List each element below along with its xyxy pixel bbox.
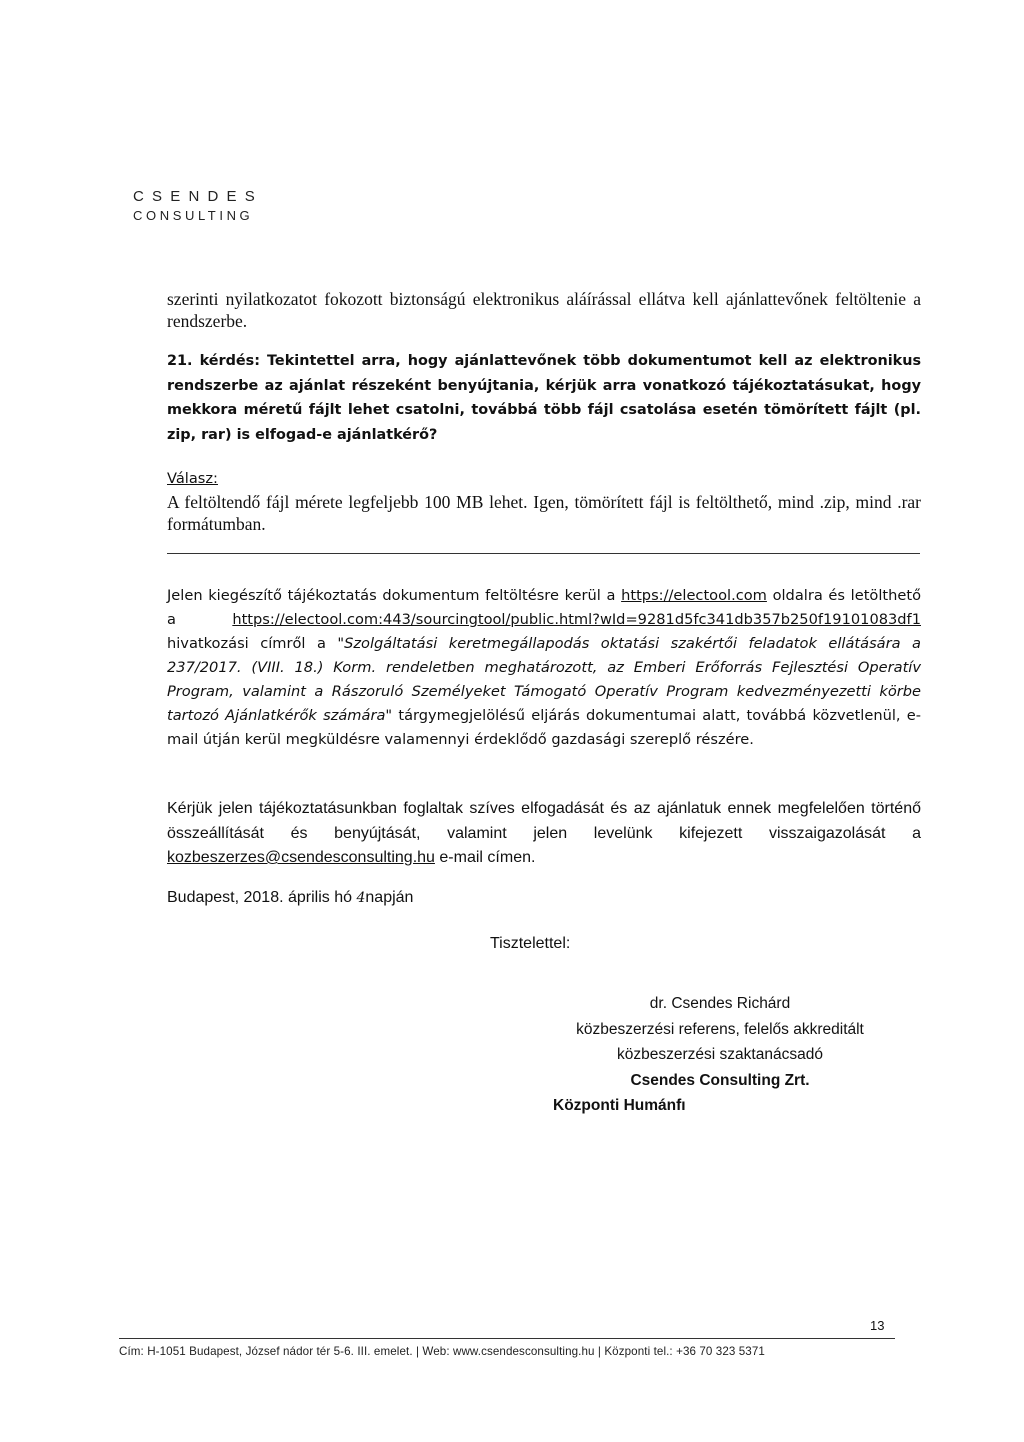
answer-label: Válasz: [167, 470, 218, 487]
signature-block [520, 991, 920, 1119]
intro-text: szerinti nyilatkozatot fokozott biztonságú elektronikus aláírással ellátva kell ajánlattevőnek feltöltenie a rendszerbe. [167, 289, 921, 331]
date-suffix: napján [365, 889, 414, 906]
signer-role-1: közbeszerzési referens, felelős akkreditált [576, 1020, 864, 1038]
greeting: Tisztelettel: [490, 935, 571, 952]
page-number: 13 [870, 1318, 885, 1333]
answer-text: A feltöltendő fájl mérete legfeljebb 100 MB lehet. Igen, tömörített fájl is feltölthető, mind .zip, mind .rar formátumban. [167, 492, 921, 534]
sourcing-tool-link[interactable]: https://electool.com:443/sourcingtool/public.html?wId=9281d5fc341db357b250f19101083df1 [232, 611, 921, 628]
notice-part-3: hivatkozási címről a [167, 635, 326, 652]
notice-part-4: tárgymegjelölésű eljárás dokumentumai alatt, továbbá közvetlenül, e-mail útján kerül megküldésre valamennyi érdeklődő gazdasági szereplő részére. [167, 707, 921, 748]
notice-paragraph [167, 584, 921, 752]
footer-contact: Cím: H-1051 Budapest, József nádor tér 5-6. III. emelet. | Web: www.csendesconsulting.hu | Központi tel.: +36 70 323 5371 [119, 1345, 765, 1358]
email-link[interactable]: kozbeszerzes@csendesconsulting.hu [167, 849, 435, 866]
closing-paragraph [167, 797, 921, 871]
date-day-handwritten: 4 [356, 890, 366, 906]
company-logo [133, 189, 263, 222]
intro-paragraph [167, 288, 921, 332]
signer-company: Csendes Consulting Zrt. [630, 1071, 810, 1089]
date-prefix: Budapest, 2018. április hó [167, 889, 353, 906]
notice-part-1: Jelen kiegészítő tájékoztatás dokumentum feltöltésre kerül a [167, 587, 616, 604]
question-paragraph [167, 349, 921, 447]
question-number: 21. [167, 353, 193, 369]
notice-part-2: oldalra és letölthető a [167, 587, 922, 628]
date-line [167, 886, 413, 911]
logo-line-1: CSENDES [133, 188, 263, 205]
section-divider [167, 553, 920, 554]
electool-link[interactable]: https://electool.com [621, 587, 767, 604]
closing-suffix: e-mail címen. [439, 849, 536, 866]
closing-text: Kérjük jelen tájékoztatásunkban foglaltak szíves elfogadását és az ajánlatuk ennek megfelelően történő összeállítását és benyújtását, valamint jelen levelünk kifejezett visszaigazolását a [167, 800, 921, 842]
notice-italic-title: "Szolgáltatási keretmegállapodás oktatási szakértői feladatok ellátására a 237/2017. (VIII. 18.) Korm. rendeletben meghatározott, az Emberi Erőforrás Fejlesztési Operatív Program, valamint a Rászoruló Személyeket Támogató Operatív Program kedvezményezetti körbe tartozó Ajánlatkérők számára" [167, 635, 921, 724]
signer-role-2: közbeszerzési szaktanácsadó [617, 1046, 823, 1063]
signer-department: Központi Humánfı [553, 1097, 686, 1114]
signer-name: dr. Csendes Richárd [649, 995, 791, 1012]
answer-block [167, 467, 921, 535]
logo-line-2: CONSULTING [133, 208, 254, 223]
question-text: kérdés: Tekintettel arra, hogy ajánlattevőnek több dokumentumot kell az elektronikus rendszerbe az ajánlat részeként benyújtania, kérjük arra vonatkozó tájékoztatásukat, hogy mekkora méretű fájlt lehet csatolni, továbbá több fájl csatolása esetén tömörített fájlt (pl. zip, rar) is elfogad-e ajánlatkérő? [167, 353, 922, 443]
footer-divider [119, 1338, 895, 1339]
